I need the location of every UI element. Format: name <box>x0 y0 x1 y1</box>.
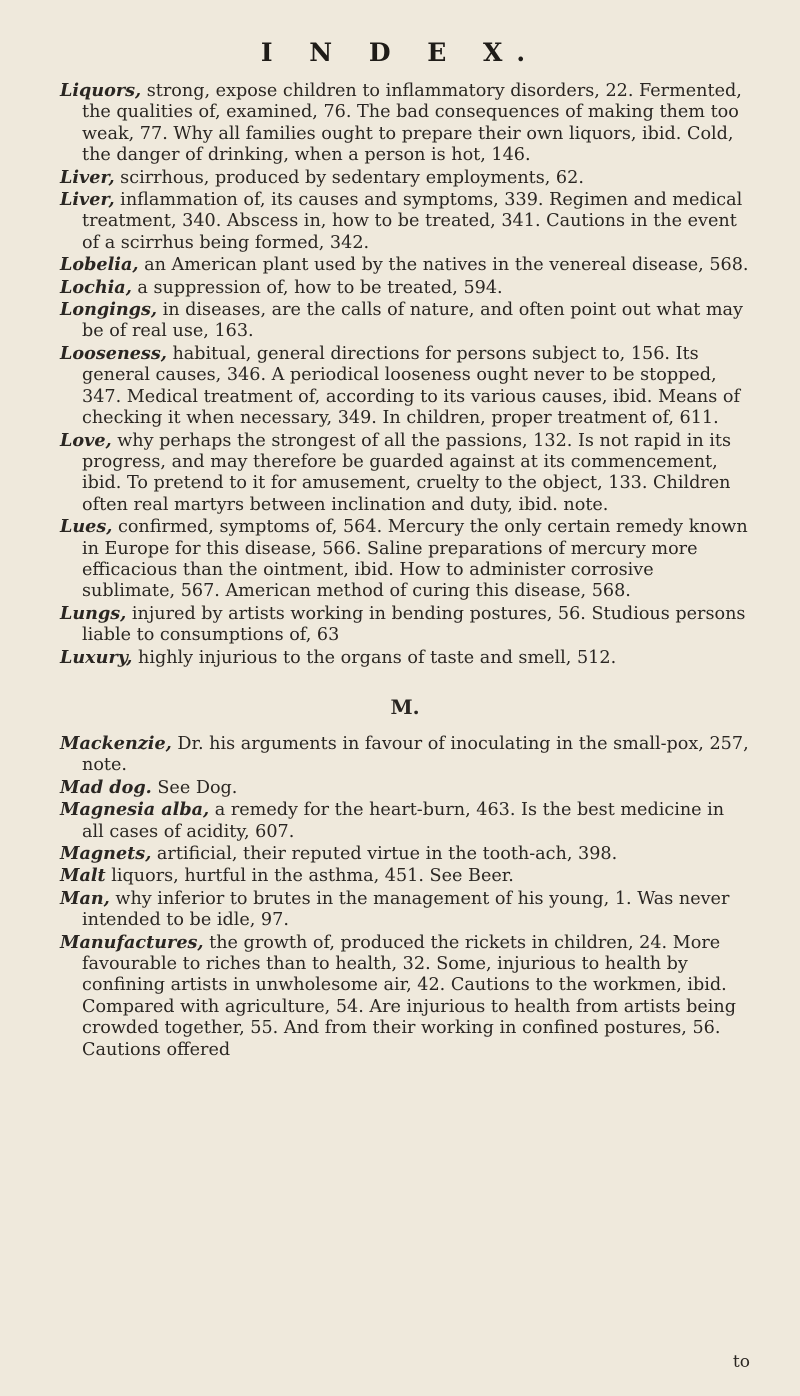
entry-term: Magnesia alba, <box>60 799 210 821</box>
entry-term: Love, <box>60 429 112 451</box>
entry-text: Dr. his arguments in favour of inoculating in the small-pox, 257, note. <box>82 733 749 776</box>
index-entry <box>60 733 750 777</box>
entry-text: strong, expose children to inflammatory disorders, 22. Fermented, the qualities of, examined, 76. The bad consequences of making them too weak, 77. Why all families ought to prepare their own liquors, ibid. Cold, the danger of drinking, when a person is hot, 146. <box>82 81 742 166</box>
entry-text: a suppression of, how to be treated, 594. <box>131 277 503 298</box>
section-heading-m: M. <box>390 694 420 719</box>
entry-text: a remedy for the heart-burn, 463. Is the best medicine in all cases of acidity, 607. <box>82 800 725 842</box>
entry-term: Mackenzie, <box>60 732 172 754</box>
entry-term: Lungs, <box>60 602 127 624</box>
entry-text: injured by artists working in bending postures, 56. Studious persons liable to consumptions of, 63 <box>82 603 746 646</box>
entry-term: Malt <box>60 865 106 887</box>
entries-m <box>60 733 750 1061</box>
index-entry <box>60 603 750 647</box>
entries-l <box>60 80 750 669</box>
entry-term: Liquors, <box>60 80 142 101</box>
entry-term: Mad dog. <box>60 776 152 798</box>
index-entry <box>60 799 750 843</box>
index-entry <box>60 430 750 517</box>
entry-term: Manufactures, <box>60 931 204 953</box>
entry-term: Magnets, <box>60 843 152 864</box>
entry-term: Lues, <box>60 516 113 538</box>
index-entry <box>60 516 750 603</box>
index-column <box>60 80 750 1061</box>
entry-text: why inferior to brutes in the management of his young, 1. Was never intended to be idle, 97. <box>82 888 730 931</box>
entry-term: Lobelia, <box>60 254 139 276</box>
index-entry <box>60 777 750 799</box>
entry-text: why perhaps the strongest of all the passions, 132. Is not rapid in its progress, and may therefore be guarded against at its commencement, ibid. To pretend to it for amusement, cruelty to the object, 133. Children often real martyrs between inclination and duty, ibid. note. <box>82 430 732 515</box>
index-entry <box>60 843 750 865</box>
index-entry <box>60 647 750 669</box>
index-entry <box>60 343 750 430</box>
index-entry <box>60 299 750 343</box>
entry-term: Lochia, <box>60 276 132 298</box>
entry-text: in diseases, are the calls of nature, and often point out what may be of real use, 163. <box>82 300 743 342</box>
index-entry <box>60 932 750 1061</box>
entry-term: Longings, <box>60 299 158 321</box>
entry-term: Looseness, <box>60 342 167 364</box>
index-entry <box>60 167 750 189</box>
catchword: to <box>732 1352 750 1372</box>
index-entry <box>60 80 750 167</box>
entry-term: Liver, <box>60 166 115 188</box>
entry-term: Luxury, <box>60 646 133 668</box>
entry-text: See Dog. <box>151 777 238 798</box>
entry-text: habitual, general directions for persons subject to, 156. Its general causes, 346. A periodical looseness ought never to be stopped, 347. Medical treatment of, according to its various causes, ibid. Means of checking it when necessary, 349. In children, proper treatment of, 611. <box>82 343 740 429</box>
index-entry <box>60 254 750 276</box>
entry-text: an American plant used by the natives in the venereal disease, 568. <box>138 255 749 276</box>
entry-text: liquors, hurtful in the asthma, 451. See Beer. <box>105 866 514 887</box>
entry-text: the growth of, produced the rickets in children, 24. More favourable to riches than to health, 32. Some, injurious to health by confining artists in unwholesome air, 42. Cautions to the workmen, ibid. Compared with agriculture, 54. Are injurious to health from artists being crowded together, 55. And from their working in confined postures, 56. Cautions offered <box>82 932 736 1060</box>
entry-text: highly injurious to the organs of taste and smell, 512. <box>132 647 617 668</box>
entry-term: Man, <box>60 887 110 909</box>
running-head: I N D E X. <box>260 38 540 67</box>
entry-text: artificial, their reputed virtue in the tooth-ach, 398. <box>151 844 618 864</box>
index-entry <box>60 189 750 254</box>
entry-text: scirrhous, produced by sedentary employments, 62. <box>114 167 584 188</box>
entry-text: inflammation of, its causes and symptoms, 339. Regimen and medical treatment, 340. Abscess in, how to be treated, 341. Cautions in the event of a scirrhus being formed, 342. <box>82 190 743 253</box>
index-entry <box>60 865 750 887</box>
index-entry <box>60 888 750 932</box>
index-entry <box>60 277 750 299</box>
entry-text: confirmed, symptoms of, 564. Mercury the only certain remedy known in Europe for this disease, 566. Saline preparations of mercury more efficacious than the ointment, ibid. How to administer corrosive sublimate, 567. American method of curing this disease, 568. <box>82 517 748 602</box>
entry-term: Liver, <box>60 189 115 211</box>
